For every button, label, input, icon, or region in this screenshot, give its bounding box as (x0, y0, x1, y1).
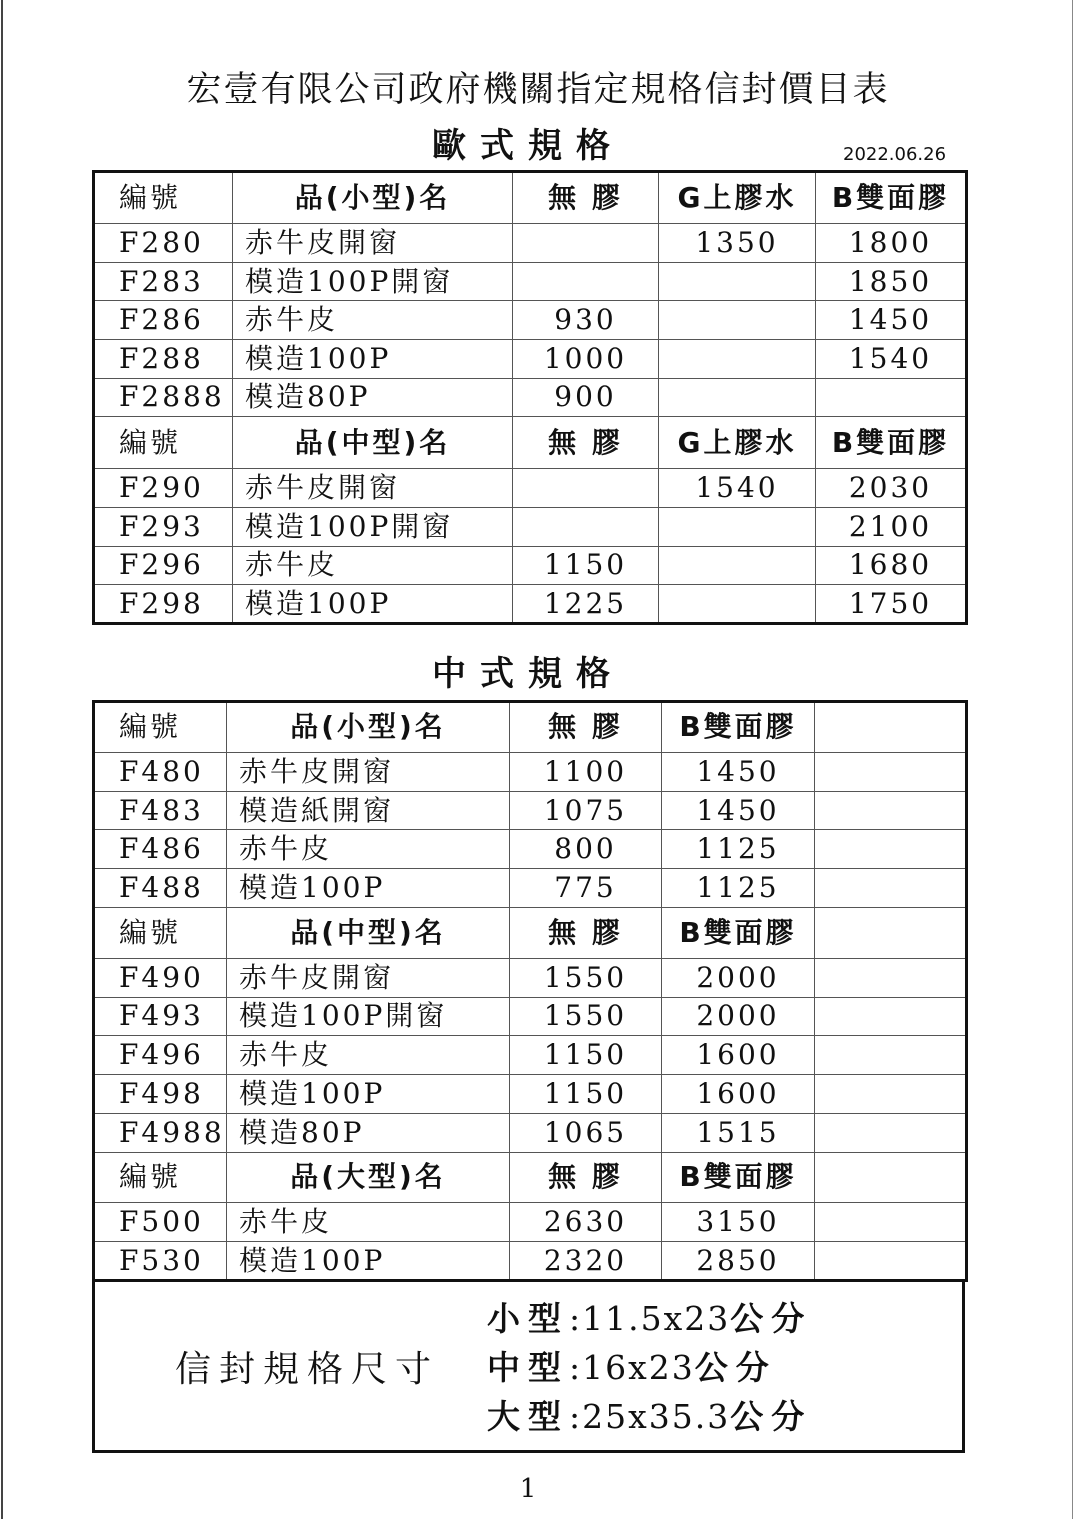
price-cell: 1065 (510, 1113, 662, 1152)
header-cell: 編號 (94, 172, 233, 224)
header-cell: 無 膠 (510, 907, 662, 958)
item-name: 赤牛皮 (227, 830, 510, 869)
table-header-row (94, 702, 967, 753)
price-cell (659, 378, 816, 417)
price-cell: 1150 (513, 546, 659, 585)
item-name: 模造100P開窗 (227, 997, 510, 1036)
item-code: F530 (94, 1242, 227, 1281)
price-cell: 2000 (662, 997, 815, 1036)
price-cell: 3150 (662, 1203, 815, 1242)
header-cell: 品(小型)名 (233, 172, 513, 224)
table-row (94, 869, 967, 908)
price-cell: 1225 (513, 585, 659, 624)
item-name: 模造80P (233, 378, 513, 417)
header-cell (815, 1152, 967, 1203)
item-code: F4988 (94, 1113, 227, 1152)
item-code: F290 (94, 469, 233, 508)
size-value: 16x23 (582, 1348, 695, 1387)
price-cell (659, 585, 816, 624)
table-row (94, 508, 967, 547)
price-cell: 1075 (510, 791, 662, 830)
header-cell: B雙面膠 (662, 907, 815, 958)
header-cell: 無 膠 (513, 172, 659, 224)
header-cell: 編號 (94, 702, 227, 753)
price-cell: 2100 (816, 508, 967, 547)
item-name: 模造100P (233, 585, 513, 624)
price-cell: 1550 (510, 997, 662, 1036)
item-code: F488 (94, 869, 227, 908)
table-row (94, 224, 967, 263)
price-cell: 1540 (659, 469, 816, 508)
size-value: 11.5x23 (582, 1299, 731, 1338)
price-cell: 2850 (662, 1242, 815, 1281)
item-code: F280 (94, 224, 233, 263)
item-name: 模造100P開窗 (233, 262, 513, 301)
table-row (94, 262, 967, 301)
item-name: 模造100P (227, 1242, 510, 1281)
price-cell (815, 997, 967, 1036)
item-code: F283 (94, 262, 233, 301)
item-name: 模造100P開窗 (233, 508, 513, 547)
size-unit: 公分 (730, 1397, 813, 1436)
table-row (94, 830, 967, 869)
chinese-price-table (92, 700, 968, 1282)
price-cell: 1750 (816, 585, 967, 624)
price-cell: 1850 (816, 262, 967, 301)
price-cell (815, 830, 967, 869)
table-row (94, 378, 967, 417)
table-header-row (94, 907, 967, 958)
item-code: F288 (94, 340, 233, 379)
header-cell: B雙面膠 (662, 1152, 815, 1203)
header-cell: 品(中型)名 (233, 417, 513, 469)
item-name: 赤牛皮 (227, 1203, 510, 1242)
price-cell: 2000 (662, 958, 815, 997)
header-cell: G上膠水 (659, 172, 816, 224)
size-type: 小型 (487, 1299, 569, 1338)
header-cell (815, 702, 967, 753)
header-cell: B雙面膠 (816, 172, 967, 224)
item-name: 赤牛皮開窗 (227, 752, 510, 791)
european-section-title: 歐式規格 (432, 126, 624, 166)
table-row (94, 1075, 967, 1114)
price-cell (815, 869, 967, 908)
item-name: 赤牛皮開窗 (227, 958, 510, 997)
price-cell (659, 301, 816, 340)
price-cell (513, 508, 659, 547)
item-name: 赤牛皮 (233, 546, 513, 585)
envelope-size-box (92, 1279, 965, 1453)
header-cell: B雙面膠 (816, 417, 967, 469)
price-cell: 1125 (662, 830, 815, 869)
header-cell: 無 膠 (513, 417, 659, 469)
item-name: 赤牛皮 (233, 301, 513, 340)
item-name: 模造100P (227, 869, 510, 908)
price-cell: 930 (513, 301, 659, 340)
header-cell: 品(中型)名 (227, 907, 510, 958)
item-code: F493 (94, 997, 227, 1036)
size-medium: 中型:16x23公分 (487, 1348, 777, 1387)
item-name: 模造100P (227, 1075, 510, 1114)
table-row (94, 1242, 967, 1281)
chinese-section-title: 中式規格 (432, 654, 624, 694)
header-cell: 品(小型)名 (227, 702, 510, 753)
table-header-row (94, 417, 967, 469)
price-cell (659, 340, 816, 379)
european-price-table (92, 170, 968, 625)
table-row (94, 301, 967, 340)
page-number: 1 (519, 1474, 537, 1504)
item-name: 赤牛皮開窗 (233, 469, 513, 508)
price-cell: 775 (510, 869, 662, 908)
price-cell: 1800 (816, 224, 967, 263)
price-cell (815, 958, 967, 997)
table-row (94, 997, 967, 1036)
table-header-row (94, 172, 967, 224)
price-cell: 1680 (816, 546, 967, 585)
item-code: F480 (94, 752, 227, 791)
document-date: 2022.06.26 (843, 144, 947, 165)
table-row (94, 585, 967, 624)
size-small: 小型:11.5x23公分 (487, 1299, 813, 1338)
price-cell (815, 1242, 967, 1281)
price-cell (815, 1036, 967, 1075)
price-cell: 1350 (659, 224, 816, 263)
item-code: F498 (94, 1075, 227, 1114)
item-code: F500 (94, 1203, 227, 1242)
price-cell: 1150 (510, 1075, 662, 1114)
header-cell: 無 膠 (510, 702, 662, 753)
price-cell: 1450 (662, 752, 815, 791)
header-cell: 編號 (94, 417, 233, 469)
table-row (94, 791, 967, 830)
price-cell: 1550 (510, 958, 662, 997)
item-code: F286 (94, 301, 233, 340)
price-cell (659, 262, 816, 301)
table-row (94, 1203, 967, 1242)
item-name: 赤牛皮開窗 (233, 224, 513, 263)
price-cell (513, 224, 659, 263)
price-cell: 1100 (510, 752, 662, 791)
price-cell: 1450 (662, 791, 815, 830)
item-code: F298 (94, 585, 233, 624)
document-title: 宏壹有限公司政府機關指定規格信封價目表 (186, 70, 890, 110)
table-row (94, 958, 967, 997)
size-value: 25x35.3 (582, 1397, 731, 1436)
item-code: F483 (94, 791, 227, 830)
price-cell: 2320 (510, 1242, 662, 1281)
price-cell (815, 791, 967, 830)
item-code: F296 (94, 546, 233, 585)
price-cell (513, 469, 659, 508)
size-unit: 公分 (694, 1348, 777, 1387)
size-large: 大型:25x35.3公分 (487, 1397, 813, 1436)
price-cell: 800 (510, 830, 662, 869)
item-name: 模造紙開窗 (227, 791, 510, 830)
item-code: F2888 (94, 378, 233, 417)
size-type: 中型 (487, 1348, 569, 1387)
price-cell: 1540 (816, 340, 967, 379)
price-cell: 900 (513, 378, 659, 417)
header-cell: 編號 (94, 1152, 227, 1203)
price-cell (815, 1075, 967, 1114)
header-cell: 無 膠 (510, 1152, 662, 1203)
table-row (94, 340, 967, 379)
price-cell (659, 546, 816, 585)
table-row (94, 469, 967, 508)
item-name: 模造100P (233, 340, 513, 379)
table-header-row (94, 1152, 967, 1203)
table-row (94, 1113, 967, 1152)
item-name: 模造80P (227, 1113, 510, 1152)
price-cell (659, 508, 816, 547)
price-cell: 2030 (816, 469, 967, 508)
size-type: 大型 (487, 1397, 569, 1436)
price-cell: 1000 (513, 340, 659, 379)
header-cell: G上膠水 (659, 417, 816, 469)
header-cell: B雙面膠 (662, 702, 815, 753)
price-cell: 1125 (662, 869, 815, 908)
item-code: F293 (94, 508, 233, 547)
table-row (94, 1036, 967, 1075)
price-cell: 1600 (662, 1036, 815, 1075)
price-cell: 2630 (510, 1203, 662, 1242)
price-cell (815, 1203, 967, 1242)
price-cell (513, 262, 659, 301)
size-unit: 公分 (730, 1299, 813, 1338)
header-cell (815, 907, 967, 958)
price-cell: 1450 (816, 301, 967, 340)
price-cell (815, 752, 967, 791)
item-name: 赤牛皮 (227, 1036, 510, 1075)
item-code: F490 (94, 958, 227, 997)
header-cell: 編號 (94, 907, 227, 958)
price-cell: 1600 (662, 1075, 815, 1114)
table-row (94, 752, 967, 791)
header-cell: 品(大型)名 (227, 1152, 510, 1203)
price-cell (815, 1113, 967, 1152)
price-cell (816, 378, 967, 417)
price-cell: 1150 (510, 1036, 662, 1075)
table-row (94, 546, 967, 585)
item-code: F486 (94, 830, 227, 869)
size-label: 信封規格尺寸 (175, 1349, 440, 1390)
price-cell: 1515 (662, 1113, 815, 1152)
item-code: F496 (94, 1036, 227, 1075)
